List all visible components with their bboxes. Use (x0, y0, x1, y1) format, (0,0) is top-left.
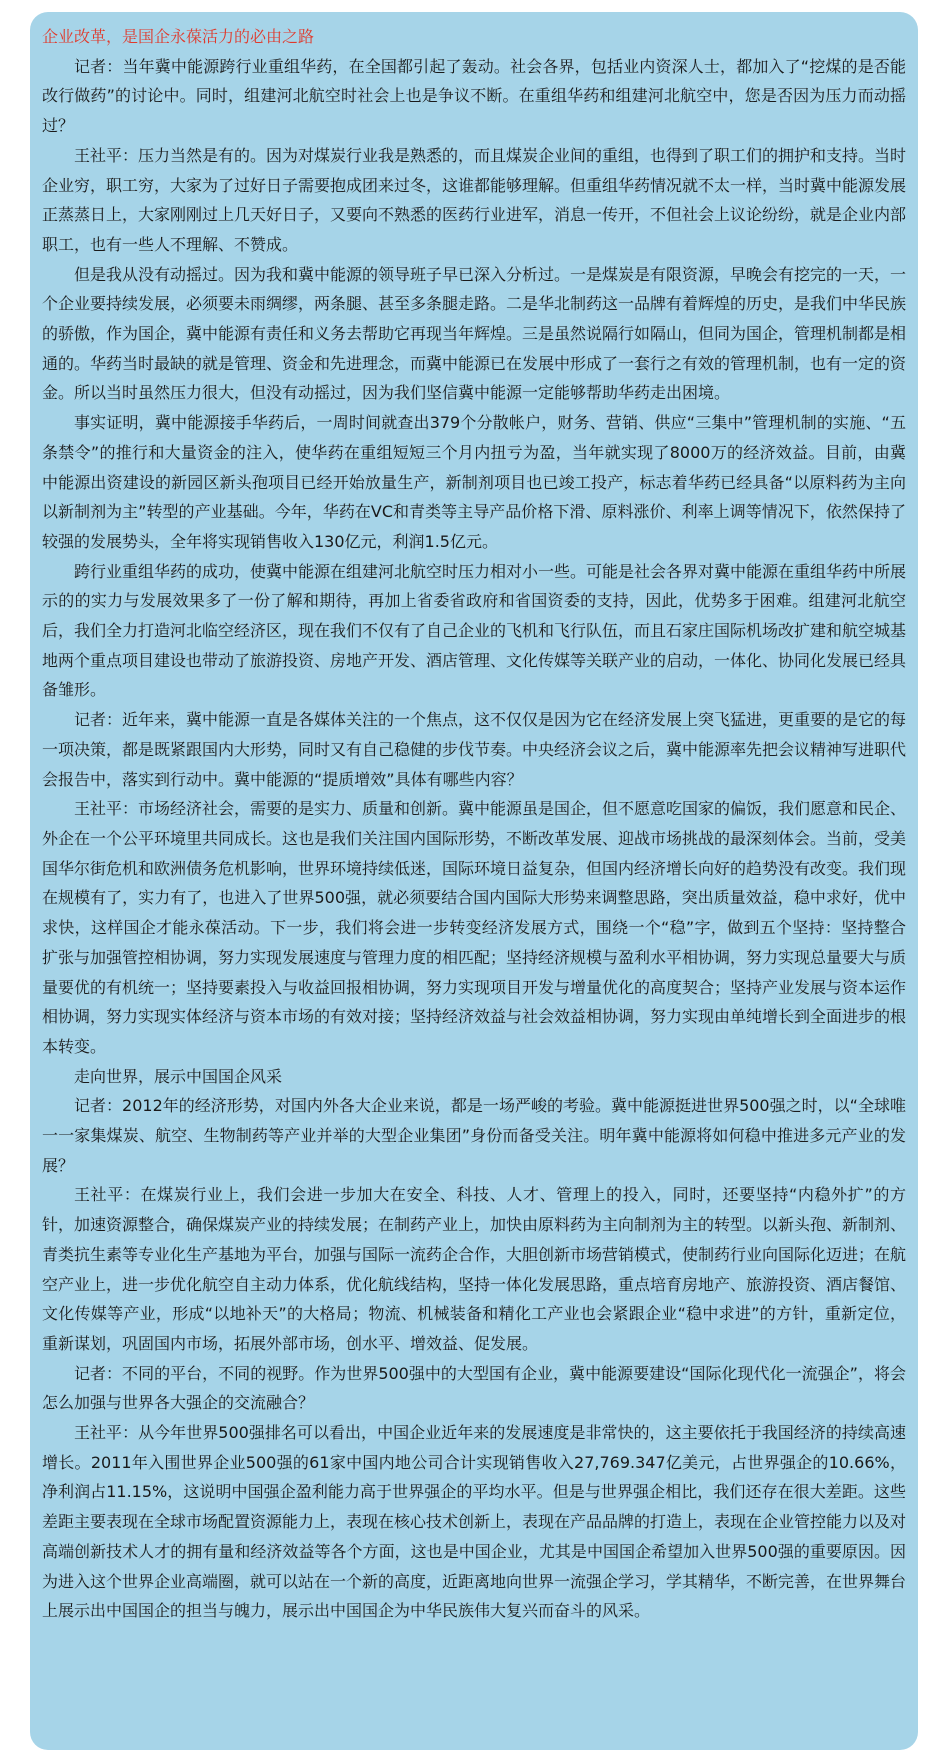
interview-question-4: 记者：不同的平台，不同的视野。作为世界500强中的大型国有企业，冀中能源要建设“国际化现代化一流强企”，将会怎么加强与世界各大强企的交流融合？ (42, 1363, 906, 1413)
article-panel (30, 12, 918, 1750)
interview-answer-3: 王社平：在煤炭行业上，我们会进一步加大在安全、科技、人才、管理上的投入，同时，还要坚持“内稳外扩”的方针，加速资源整合，确保煤炭产业的持续发展；在制药产业上，加快由原料药为主向制剂为主的转型。以新头孢、新制剂、青类抗生素等专业化生产基地为平台，加强与国际一流药企合作，大胆创新市场营销模式，使制药行业向国际化迈进；在航空产业上，进一步优化航空自主动力体系，优化航线结构，坚持一体化发展思路，重点培育房地产、旅游投资、酒店餐馆、文化传媒等产业，形成“以地补天”的大格局；物流、机械装备和精化工产业也会紧跟企业“稳中求进”的方针，重新定位，重新谋划，巩固国内市场，拓展外部市场，创水平、增效益、促发展。 (42, 1185, 907, 1353)
interview-answer-1-facts: 事实证明，冀中能源接手华药后，一周时间就查出379个分散帐户，财务、营销、供应“三集中”管理机制的实施、“五条禁令”的推行和大量资金的注入，使华药在重组短短三个月内扭亏为盈，当年就实现了8000万的经济效益。目前，由冀中能源出资建设的新园区新头孢项目已经开始放量生产，新制剂项目也已竣工投产，标志着华药已经具备“以原料药为主向以新制剂为主”转型的产业基础。今年，华药在VC和青类等主导产品价格下滑、原料涨价、利率上调等情况下，依然保持了较强的发展势头，全年将实现销售收入130亿元，利润1.5亿元。 (42, 413, 906, 551)
section-heading-reform: 企业改革，是国企永葆活力的必由之路 (42, 27, 315, 46)
interview-question-1: 记者：当年冀中能源跨行业重组华药，在全国都引起了轰动。社会各界，包括业内资深人士，都加入了“挖煤的是否能改行做药”的讨论中。同时，组建河北航空时社会上也是争议不断。在重组华药和组建河北航空中，您是否因为压力而动摇过？ (42, 56, 906, 136)
interview-answer-4: 王社平：从今年世界500强排名可以看出，中国企业近年来的发展速度是非常快的，这主要依托于我国经济的持续高速增长。2011年入围世界企业500强的61家中国内地公司合计实现销售收入27,769.347亿美元，占世界强企的10.66%，净利润占11.15%，这说明中国强企盈利能力高于世界强企的平均水平。但是与世界强企相比，我们还存在很大差距。这些差距主要表现在全球市场配置资源能力上，表现在核心技术创新上，表现在产品品牌的打造上，表现在企业管控能力以及对高端创新技术人才的拥有量和经济效益等各个方面，这也是中国企业，尤其是中国国企希望加入世界500强的重要原因。因为进入这个世界企业高端圈，就可以站在一个新的高度，近距离地向世界一流强企学习，学其精华，不断完善，在世界舞台上展示出中国国企的担当与魄力，展示出中国国企为中华民族伟大复兴而奋斗的风采。 (42, 1423, 907, 1621)
interview-answer-1-continued: 但是我从没有动摇过。因为我和冀中能源的领导班子早已深入分析过。一是煤炭是有限资源，早晚会有挖完的一天，一个企业要持续发展，必须要未雨绸缪，两条腿、甚至多条腿走路。二是华北制药这一品牌有着辉煌的历史，是我们中华民族的骄傲，作为国企，冀中能源有责任和义务去帮助它再现当年辉煌。三是虽然说隔行如隔山，但同为国企，管理机制都是相通的。华药当时最缺的就是管理、资金和先进理念，而冀中能源已在发展中形成了一套行之有效的管理机制，也有一定的资金。所以当时虽然压力很大，但没有动摇过，因为我们坚信冀中能源一定能够帮助华药走出困境。 (42, 264, 907, 403)
interview-answer-1: 王社平：压力当然是有的。因为对煤炭行业我是熟悉的，而且煤炭企业间的重组，也得到了职工们的拥护和支持。当时企业穷，职工穷，大家为了过好日子需要抱成团来过冬，这谁都能够理解。但重组华药情况就不太一样，当时冀中能源发展正蒸蒸日上，大家刚刚过上几天好日子，又要向不熟悉的医药行业进军，消息一传开，不但社会上议论纷纷，就是企业内部职工，也有一些人不理解、不赞成。 (42, 145, 907, 254)
section-heading-world: 走向世界，展示中国国企风采 (74, 1066, 283, 1086)
interview-answer-1-aviation: 跨行业重组华药的成功，使冀中能源在组建河北航空时压力相对小一些。可能是社会各界对冀中能源在重组华药中所展示的的实力与发展效果多了一份了解和期待，再加上省委省政府和省国资委的支持，因此，优势多于困难。组建河北航空后，我们全力打造河北临空经济区，现在我们不仅有了自己企业的飞机和飞行队伍，而且石家庄国际机场改扩建和航空城基地两个重点项目建设也带动了旅游投资、房地产开发、酒店管理、文化传媒等关联产业的启动，一体化、协同化发展已经具备雏形。 (42, 561, 907, 700)
interview-question-3: 记者：2012年的经济形势，对国内外各大企业来说，都是一场严峻的考验。冀中能源挺进世界500强之时，以“全球唯一一家集煤炭、航空、生物制药等产业并举的大型企业集团”身份而备受关注。明年冀中能源将如何稳中推进多元产业的发展？ (42, 1096, 906, 1175)
interview-answer-2: 王社平：市场经济社会，需要的是实力、质量和创新。冀中能源虽是国企，但不愿意吃国家的偏饭，我们愿意和民企、外企在一个公平环境里共同成长。这也是我们关注国内国际形势，不断改革发展、迎战市场挑战的最深刻体会。当前，受美国华尔街危机和欧洲债务危机影响，世界环境持续低迷，国际环境日益复杂，但国内经济增长向好的趋势没有改变。我们现在规模有了，实力有了，也进入了世界500强，就必须要结合国内国际大形势来调整思路，突出质量效益，稳中求好，优中求快，这样国企才能永葆活动。下一步，我们将会进一步转变经济发展方式，围绕一个“稳”字，做到五个坚持：坚持整合扩张与加强管控相协调，努力实现发展速度与管理力度的相匹配；坚持经济规模与盈利水平相协调，努力实现总量要大与质量要优的有机统一；坚持要素投入与收益回报相协调，努力实现项目开发与增量优化的高度契合；坚持产业发展与资本运作相协调，努力实现实体经济与资本市场的有效对接；坚持经济效益与社会效益相协调，努力实现由单纯增长到全面进步的根本转变。 (42, 799, 907, 1056)
interview-question-2: 记者：近年来，冀中能源一直是各媒体关注的一个焦点，这不仅仅是因为它在经济发展上突飞猛进，更重要的是它的每一项决策，都是既紧跟国内大形势，同时又有自己稳健的步伐节奏。中央经济会议之后，冀中能源率先把会议精神写进职代会报告中，落实到行动中。冀中能源的“提质增效”具体有哪些内容？ (42, 710, 907, 789)
